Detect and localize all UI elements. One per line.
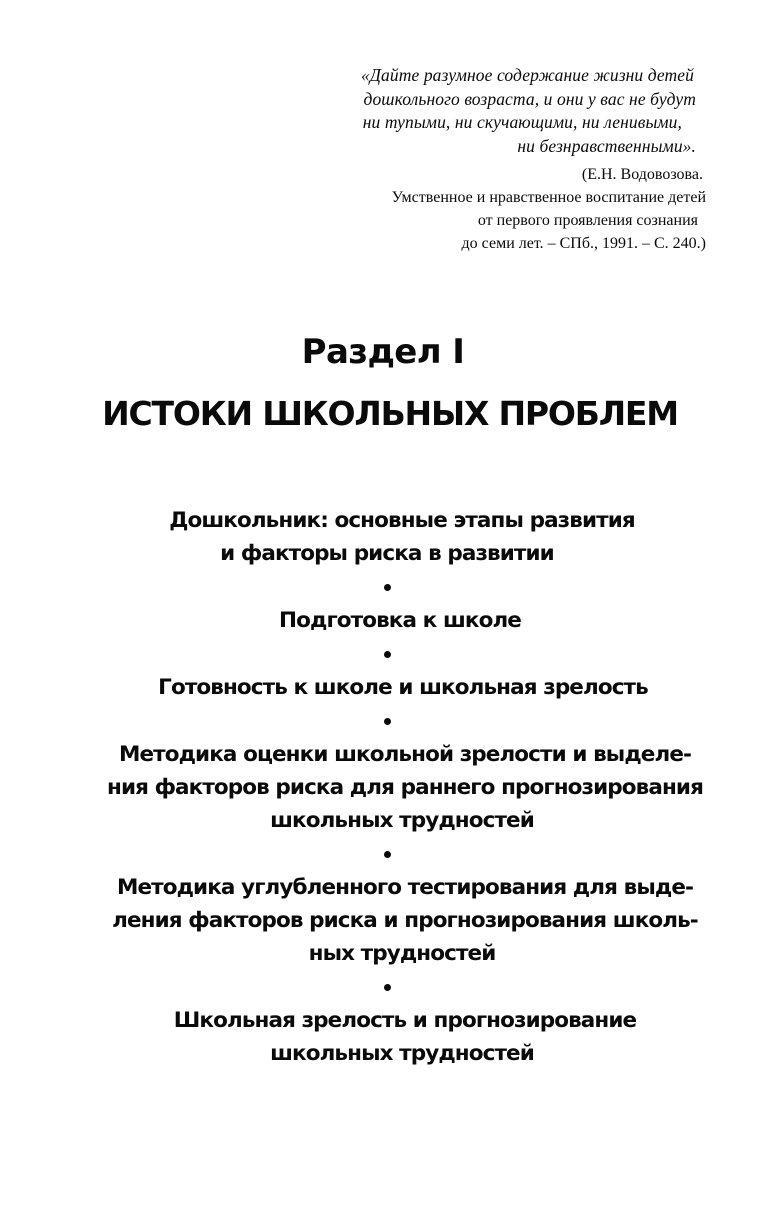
bullet-dot-icon: [384, 584, 391, 591]
topic-line: Методика углубленного тестирования для выде-: [116, 875, 694, 900]
bullet-dot-icon: [384, 718, 391, 725]
section-title: ИСТОКИ ШКОЛЬНЫХ ПРОБЛЕМ: [102, 394, 678, 433]
topic-line: Школьная зрелость и прогнозирование: [173, 1008, 637, 1033]
topic-line: ления факторов риска и прогнозирования школь-: [112, 908, 698, 933]
topic-line: Подготовка к школе: [279, 608, 521, 633]
section-header: [0, 332, 774, 434]
topic-line: ных трудностей: [308, 941, 496, 966]
topic-item: [0, 738, 774, 837]
topic-line: Готовность к школе и школьная зрелость: [158, 675, 648, 700]
topic-item: [0, 671, 774, 704]
topic-item: [0, 1004, 774, 1070]
topic-line: ния факторов риска для раннего прогнозирования: [106, 775, 704, 800]
epigraph-source: [266, 163, 706, 255]
section-contents: [0, 504, 774, 1070]
topic-item: [0, 604, 774, 637]
epigraph-quote-line: дошкольного возраста, и они у вас не будут: [363, 88, 696, 109]
topic-line: Методика оценки школьной зрелости и выделе-: [118, 742, 692, 767]
topic-item: [0, 504, 774, 570]
epigraph-source-line: до семи лет. – СПб., 1991. – С. 240.): [461, 235, 706, 252]
epigraph-quote-line: ни тупыми, ни скучающими, ни ленивыми,: [362, 112, 682, 132]
epigraph-quote: [266, 64, 706, 158]
epigraph: [266, 64, 706, 255]
bullet-dot-icon: [384, 984, 391, 991]
bullet-dot-icon: [384, 651, 391, 658]
topic-line: и факторы риска в развитии: [220, 541, 554, 566]
bullet-dot-icon: [384, 851, 391, 858]
bullet-separator: [0, 837, 774, 871]
epigraph-source-line: (Е.Н. Водовозова.: [581, 166, 703, 183]
epigraph-source-line: от первого проявления сознания: [477, 212, 698, 229]
epigraph-source-line: Умственное и нравственное воспитание детей: [391, 189, 706, 206]
bullet-separator: [0, 570, 774, 604]
topic-line: Дошкольник: основные этапы развития: [169, 508, 635, 533]
topic-item: [0, 871, 774, 970]
topic-line: школьных трудностей: [270, 1041, 534, 1066]
bullet-separator: [0, 970, 774, 1004]
section-label: Раздел I: [301, 332, 465, 372]
bullet-separator: [0, 637, 774, 671]
bullet-separator: [0, 704, 774, 738]
topic-line: школьных трудностей: [270, 808, 534, 833]
epigraph-quote-line: «Дайте разумное содержание жизни детей: [360, 65, 694, 85]
epigraph-quote-line: ни безнравственными».: [517, 135, 696, 156]
